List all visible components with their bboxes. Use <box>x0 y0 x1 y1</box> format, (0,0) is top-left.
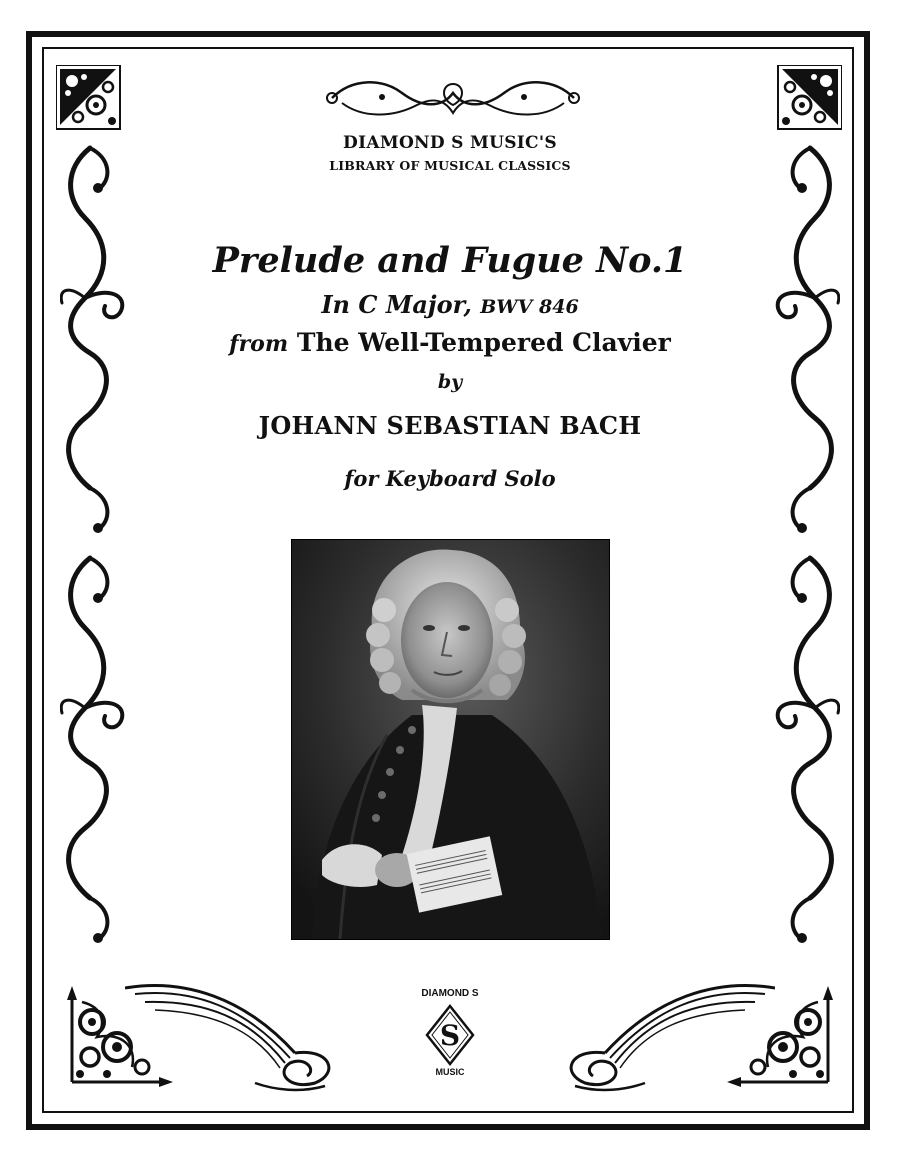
instrumentation: for Keyboard Solo <box>344 466 556 491</box>
composer-name: JOHANN SEBASTIAN BACH <box>258 411 642 440</box>
source-title: The Well-Tempered Clavier <box>296 328 671 357</box>
right-vine-ornament-lower <box>770 548 840 948</box>
logo-bottom-text: MUSIC <box>435 1067 465 1077</box>
series-name: LIBRARY OF MUSICAL CLASSICS <box>329 158 571 173</box>
top-left-corner-ornament <box>56 65 122 131</box>
by-label: by <box>437 371 463 393</box>
bottom-left-quill-ornament <box>125 978 340 1093</box>
source-prefix: from <box>229 331 289 357</box>
publisher-logo <box>410 988 490 1088</box>
bottom-right-quill-ornament <box>560 978 775 1093</box>
top-right-corner-ornament <box>776 65 842 131</box>
catalog-number: BWV 846 <box>480 296 579 318</box>
composer-portrait <box>291 539 610 940</box>
header-flourish-ornament <box>322 73 584 123</box>
left-vine-ornament-lower <box>60 548 130 948</box>
work-key <box>0 290 900 319</box>
publisher-name: DIAMOND S MUSIC'S <box>343 133 557 153</box>
key-text: In C Major, <box>321 290 472 319</box>
diamond-s-emblem <box>425 1004 475 1066</box>
work-source <box>0 328 900 357</box>
logo-top-text: DIAMOND S <box>421 988 479 999</box>
logo-letter: S <box>439 1019 461 1052</box>
work-title: Prelude and Fugue No.1 <box>212 240 688 281</box>
